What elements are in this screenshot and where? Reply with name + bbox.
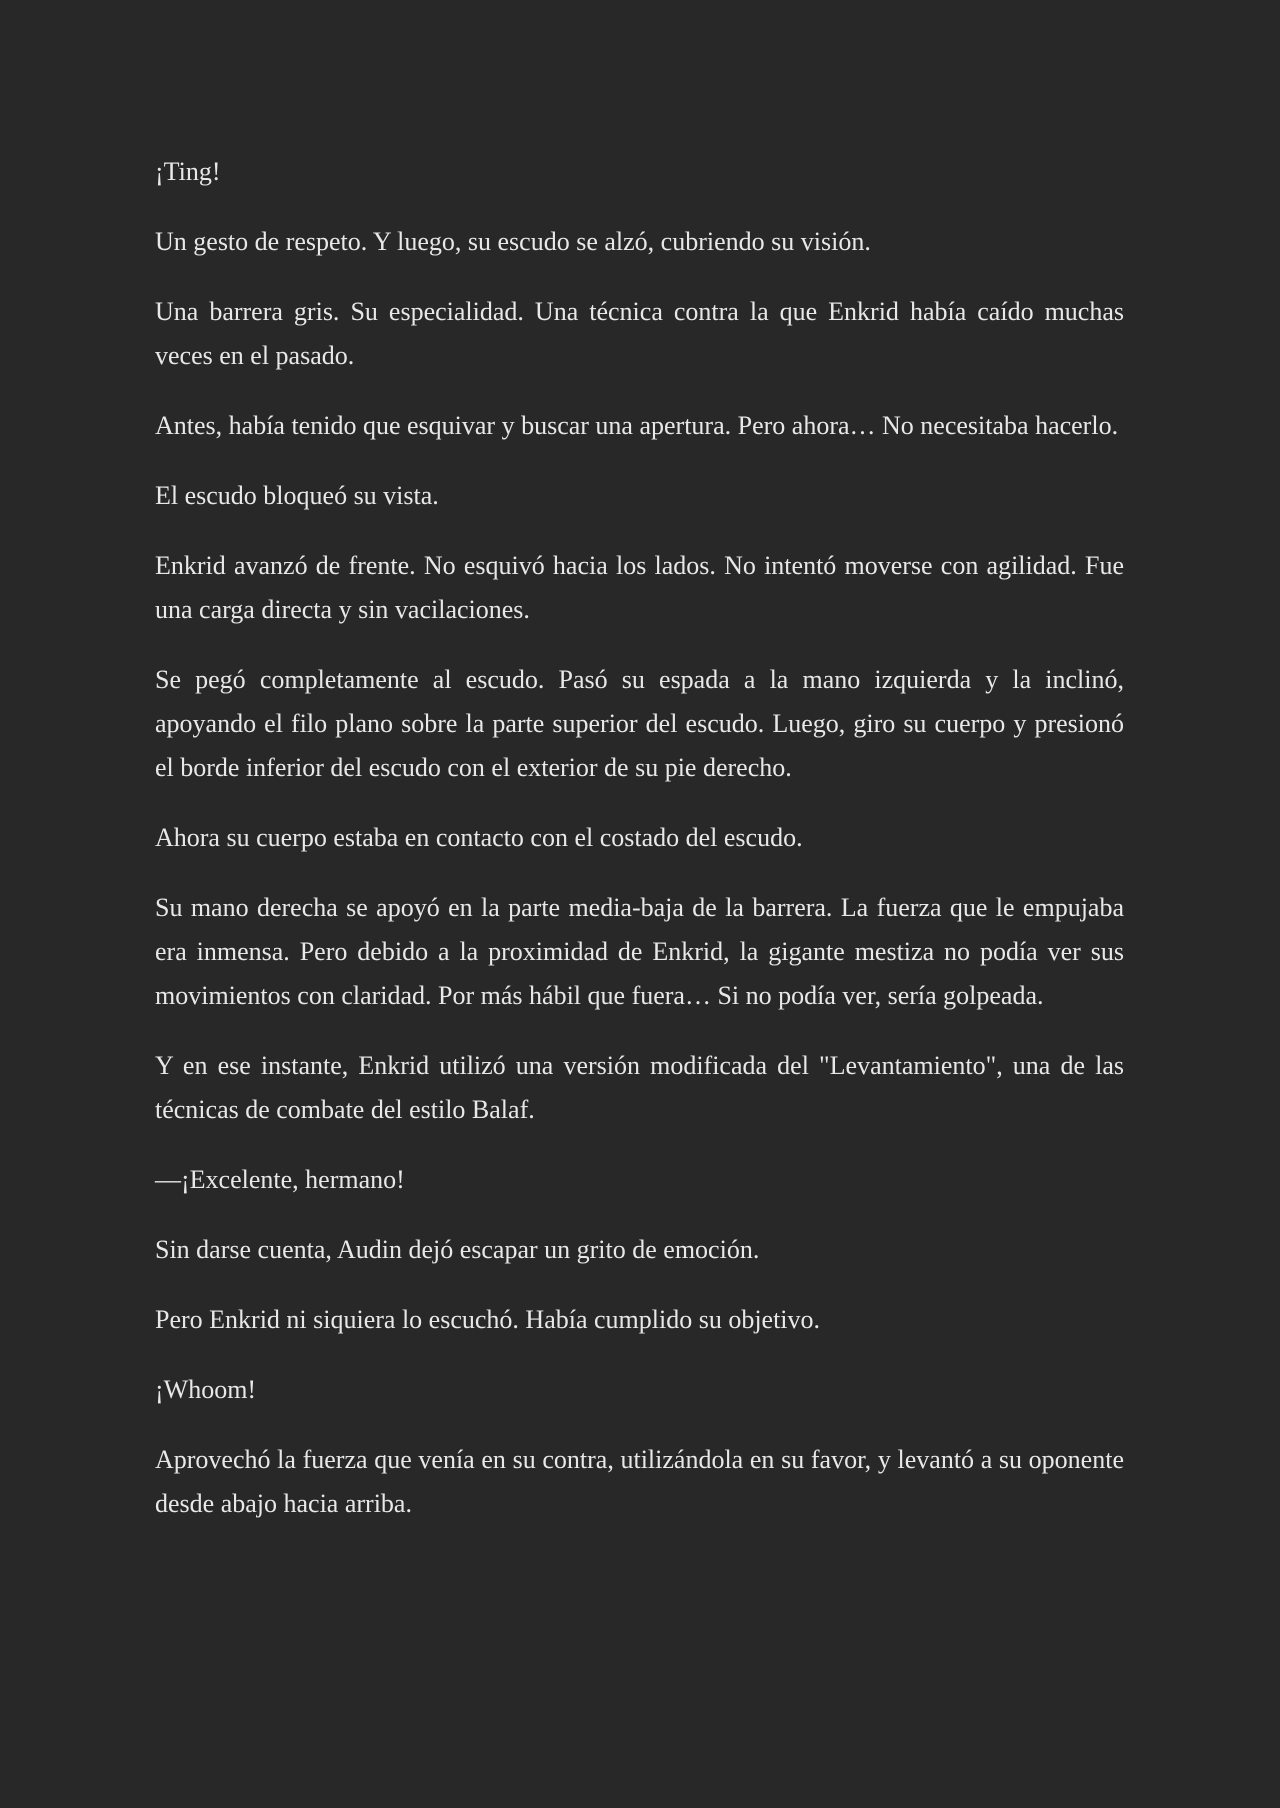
paragraph: Enkrid avanzó de frente. No esquivó hacia los lados. No intentó moverse con agilidad. Fue una carga directa y sin vacilaciones.	[155, 551, 1124, 624]
paragraph: ¡Ting!	[155, 157, 221, 186]
paragraph: Aprovechó la fuerza que venía en su contra, utilizándola en su favor, y levantó a su oponente desde abajo hacia arriba.	[155, 1445, 1124, 1518]
paragraph: Se pegó completamente al escudo. Pasó su espada a la mano izquierda y la inclinó, apoyando el filo plano sobre la parte superior del escudo. Luego, giro su cuerpo y presionó el borde inferior del escudo con el exterior de su pie derecho.	[155, 665, 1124, 782]
paragraph: Antes, había tenido que esquivar y buscar una apertura. Pero ahora… No necesitaba hacerlo.	[155, 411, 1119, 440]
reader-content	[155, 150, 1124, 1526]
paragraph: Y en ese instante, Enkrid utilizó una versión modificada del "Levantamiento", una de las técnicas de combate del estilo Balaf.	[155, 1051, 1124, 1124]
paragraph: Sin darse cuenta, Audin dejó escapar un grito de emoción.	[155, 1235, 760, 1264]
paragraph: ¡Whoom!	[155, 1375, 257, 1404]
paragraph: Su mano derecha se apoyó en la parte media-baja de la barrera. La fuerza que le empujaba era inmensa. Pero debido a la proximidad de Enkrid, la gigante mestiza no podía ver sus movimientos con claridad. Por más hábil que fuera… Si no podía ver, sería golpeada.	[155, 893, 1124, 1010]
paragraph: Pero Enkrid ni siquiera lo escuchó. Había cumplido su objetivo.	[155, 1305, 821, 1334]
paragraph: Ahora su cuerpo estaba en contacto con el costado del escudo.	[155, 823, 803, 852]
paragraph: —¡Excelente, hermano!	[155, 1165, 405, 1194]
paragraph: Un gesto de respeto. Y luego, su escudo se alzó, cubriendo su visión.	[155, 227, 871, 256]
paragraph: El escudo bloqueó su vista.	[155, 481, 439, 510]
paragraph: Una barrera gris. Su especialidad. Una técnica contra la que Enkrid había caído muchas veces en el pasado.	[155, 297, 1124, 370]
